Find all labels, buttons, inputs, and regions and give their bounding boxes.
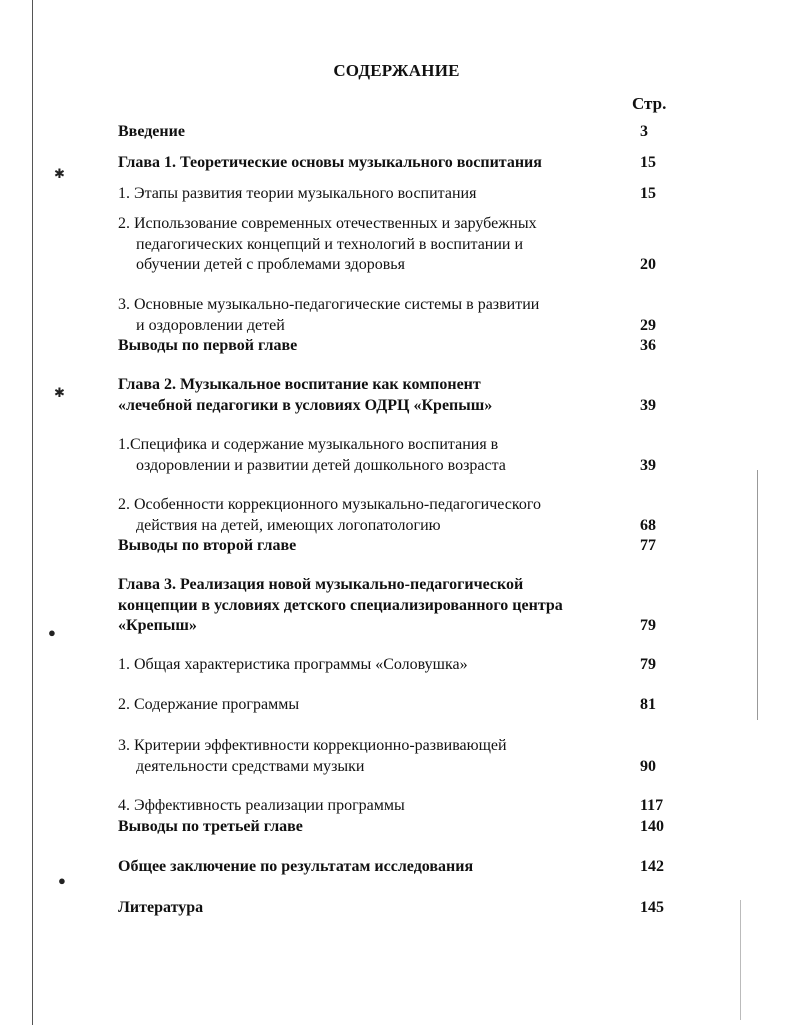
toc-page-number: 20	[640, 256, 656, 273]
toc-entry: 2. Особенности коррекционного музыкально-педагогического действия на детей, имеющих логопатологию 68	[118, 495, 718, 536]
toc-page-number: 79	[640, 617, 656, 634]
toc-page-number: 145	[640, 899, 664, 916]
toc-entry: 4. Эффективность реализации программы 117	[118, 796, 718, 817]
toc-entry: Выводы по второй главе 77	[118, 536, 718, 557]
toc-entry: 1. Этапы развития теории музыкального воспитания 15	[118, 184, 718, 205]
toc-entry: Глава 1. Теоретические основы музыкального воспитания 15	[118, 153, 718, 174]
toc-page-number: 77	[640, 537, 656, 554]
toc-entry: Общее заключение по результатам исследования 142	[118, 857, 718, 878]
toc-entry: 3. Основные музыкально-педагогические системы в развитии и оздоровлении детей 29	[118, 295, 718, 336]
toc-page-number: 79	[640, 656, 656, 673]
toc-entry: 2. Содержание программы 81	[118, 695, 718, 716]
toc-entry: Выводы по первой главе 36	[118, 336, 718, 357]
toc-page-number: 15	[640, 185, 656, 202]
toc-page-number: 3	[640, 123, 648, 140]
toc-page-number: 68	[640, 516, 656, 534]
toc-entry: Введение 3	[118, 122, 718, 143]
toc-page-number: 142	[640, 858, 664, 875]
toc-entry: 2. Использование современных отечественных и зарубежных педагогических концепций и технологий в воспитании и обучении детей с проблемами здоровья 20	[118, 214, 718, 276]
hole-punch-mark-icon: ✱	[54, 385, 65, 400]
toc-page-number: 117	[640, 797, 664, 814]
page-column-header: Стр.	[632, 94, 667, 113]
hole-punch-mark-icon: ●	[48, 625, 56, 640]
hole-punch-mark-icon: ●	[58, 873, 66, 888]
toc-entry: Выводы по третьей главе 140	[118, 817, 718, 838]
toc-entry: 1. Общая характеристика программы «Соловушка» 79	[118, 655, 718, 676]
toc-entry: 1.Специфика и содержание музыкального воспитания в оздоровлении и развитии детей дошкольного возраста 39	[118, 435, 718, 476]
toc-entry: Глава 3. Реализация новой музыкально-педагогической концепции в условиях детского специализированного центра «Крепыш» 79	[118, 575, 718, 637]
toc-entry: Литература 145	[118, 898, 718, 919]
toc-page-number: 90	[640, 757, 656, 775]
toc-page-number: 39	[640, 396, 656, 414]
scan-left-edge	[32, 0, 33, 1025]
toc-entry: Глава 2. Музыкальное воспитание как компонент «лечебной педагогики в условиях ОДРЦ «Крепыш» 39	[118, 375, 718, 416]
page-title: СОДЕРЖАНИЕ	[333, 61, 460, 80]
toc-page-number: 36	[640, 337, 656, 354]
scan-bottom-edge	[740, 900, 741, 1020]
hole-punch-mark-icon: ✱	[54, 166, 65, 181]
scan-right-edge	[757, 470, 758, 720]
toc-page-number: 81	[640, 696, 656, 713]
toc-page-number: 39	[640, 456, 656, 474]
toc-page-number: 29	[640, 316, 656, 334]
toc-page-number: 15	[640, 154, 656, 171]
toc-page-number: 140	[640, 818, 664, 835]
toc-entry: 3. Критерии эффективности коррекционно-развивающей деятельности средствами музыки 90	[118, 736, 718, 777]
